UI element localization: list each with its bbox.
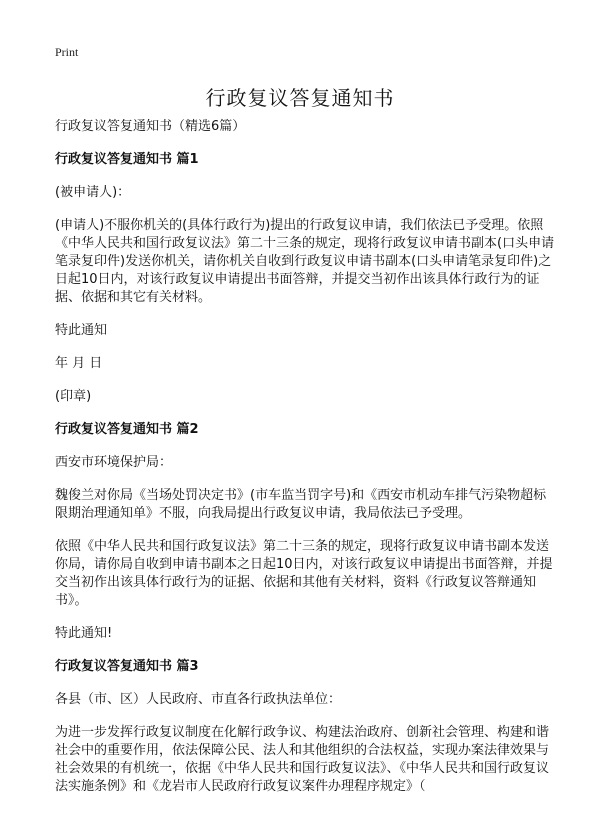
document-subtitle: 行政复议答复通知书（精选6篇）	[55, 119, 246, 134]
recipient-line: 西安市环境保护局：	[55, 455, 173, 470]
body-paragraph: 为进一步发挥行政复议制度在化解行政争议、构建法治政府、创新社会管理、构建和谐社会中的重要作用，依法保障公民、法人和其他组织的合法权益，实现办案法律效果与社会效果的有机统一，依据《中华人民共和国行政复议法》、《中华人民共和国行政复议法实施条例》和《龙岩市人民政府行政复议案件办理程序规定》（	[55, 725, 550, 794]
section-heading-1: 行政复议答复通知书 篇1	[55, 152, 199, 167]
recipient-line: (被申请人)：	[55, 185, 131, 200]
document-title: 行政复议答复通知书	[205, 86, 395, 110]
document-body	[55, 118, 555, 811]
print-label: Print	[55, 45, 79, 59]
body-paragraph: (申请人)不服你机关的(具体行政行为)提出的行政复议申请，我们依法已予受理。依照《中华人民共和国行政复议法》第二十三条的规定，现将行政复议申请书副本(口头申请笔录复印件)发送你机关，请你机关自收到行政复议申请书副本(口头申请笔录复印件)之日起10日内，对该行政复议申请提出书面答辩，并提交当初作出该具体行政行为的证据、依据和其它有关材料。	[55, 218, 555, 305]
section-heading-2: 行政复议答复通知书 篇2	[55, 422, 199, 437]
body-paragraph: 魏俊兰对你局《当场处罚决定书》(市车监当罚字号)和《西安市机动车排气污染物超标限期治理通知单》不服，向我局提出行政复议申请，我局依法已予受理。	[55, 488, 547, 521]
date-line: 年 月 日	[55, 356, 103, 371]
closing-notice: 特此通知	[55, 323, 108, 338]
closing-notice: 特此通知!	[55, 626, 113, 641]
seal-line: (印章)	[55, 389, 92, 404]
recipient-line: 各县（市、区）人民政府、市直各行政执法单位：	[55, 692, 342, 707]
section-heading-3: 行政复议答复通知书 篇3	[55, 659, 199, 674]
body-paragraph: 依照《中华人民共和国行政复议法》第二十三条的规定，现将行政复议申请书副本发送你局，请你局自收到申请书副本之日起10日内，对该行政复议申请提出书面答辩，并提交当初作出该具体行政行为的证据、依据和其他有关材料，资料《行政复议答辩通知书》。	[55, 539, 553, 608]
